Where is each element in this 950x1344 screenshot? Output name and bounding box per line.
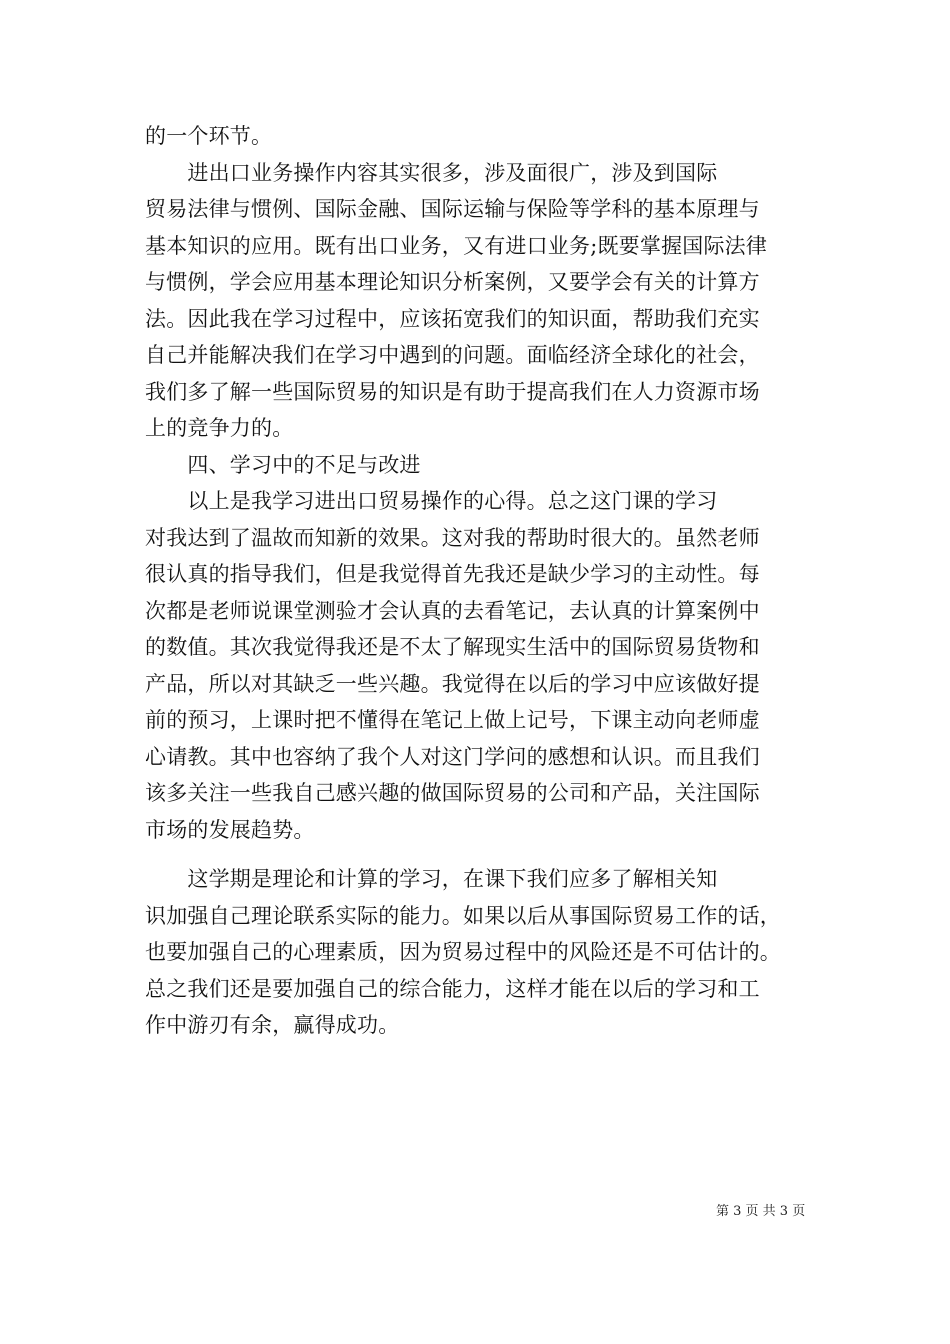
text-line: 作中游刃有余，赢得成功。 — [145, 1013, 400, 1037]
section-heading: 四、学习中的不足与改进 — [145, 452, 421, 477]
text-line: 自己并能解决我们在学习中遇到的问题。面临经济全球化的社会， — [145, 343, 760, 367]
text-line: 的数值。其次我觉得我还是不太了解现实生活中的国际贸易货物和 — [145, 635, 760, 659]
text-line: 法。因此我在学习过程中，应该拓宽我们的知识面，帮助我们充实 — [145, 306, 760, 331]
text-line: 也要加强自己的心理素质，因为贸易过程中的风险还是不可估计的。 — [145, 940, 781, 964]
text-line: 识加强自己理论联系实际的能力。如果以后从事国际贸易工作的话， — [145, 903, 781, 928]
text-line: 以上是我学习进出口贸易操作的心得。总之这门课的学习 — [145, 489, 718, 513]
text-line: 贸易法律与惯例、国际金融、国际运输与保险等学科的基本原理与 — [145, 197, 760, 221]
text-line: 很认真的指导我们，但是我觉得首先我还是缺少学习的主动性。每 — [145, 562, 760, 586]
page-number: 第 3 页 共 3 页 — [716, 1204, 806, 1219]
text-line: 基本知识的应用。既有出口业务，又有进口业务;既要掌握国际法律 — [145, 233, 768, 258]
text-line: 对我达到了温故而知新的效果。这对我的帮助时很大的。虽然老师 — [145, 525, 760, 550]
text-line: 进出口业务操作内容其实很多，涉及面很广，涉及到国际 — [145, 160, 718, 185]
text-line: 与惯例，学会应用基本理论知识分析案例，又要学会有关的计算方 — [145, 270, 760, 294]
text-line: 我们多了解一些国际贸易的知识是有助于提高我们在人力资源市场 — [145, 379, 760, 404]
text-line: 前的预习，上课时把不懂得在笔记上做上记号，下课主动向老师虚 — [145, 708, 760, 732]
document-body — [145, 118, 817, 1044]
text-line: 上的竞争力的。 — [145, 416, 294, 440]
text-line: 产品，所以对其缺乏一些兴趣。我觉得在以后的学习中应该做好提 — [145, 671, 760, 696]
text-line: 总之我们还是要加强自己的综合能力，这样才能在以后的学习和工 — [145, 976, 760, 1001]
text-line: 心请教。其中也容纳了我个人对这门学问的感想和认识。而且我们 — [145, 744, 760, 769]
text-line: 这学期是理论和计算的学习，在课下我们应多了解相关知 — [145, 867, 718, 891]
paragraph-gap — [145, 848, 817, 861]
text-line: 次都是老师说课堂测验才会认真的去看笔记，去认真的计算案例中 — [145, 598, 760, 623]
text-line: 市场的发展趋势。 — [145, 817, 315, 842]
text-line: 该多关注一些我自己感兴趣的做国际贸易的公司和产品，关注国际 — [145, 781, 760, 805]
text-line: 的一个环节。 — [145, 124, 273, 148]
